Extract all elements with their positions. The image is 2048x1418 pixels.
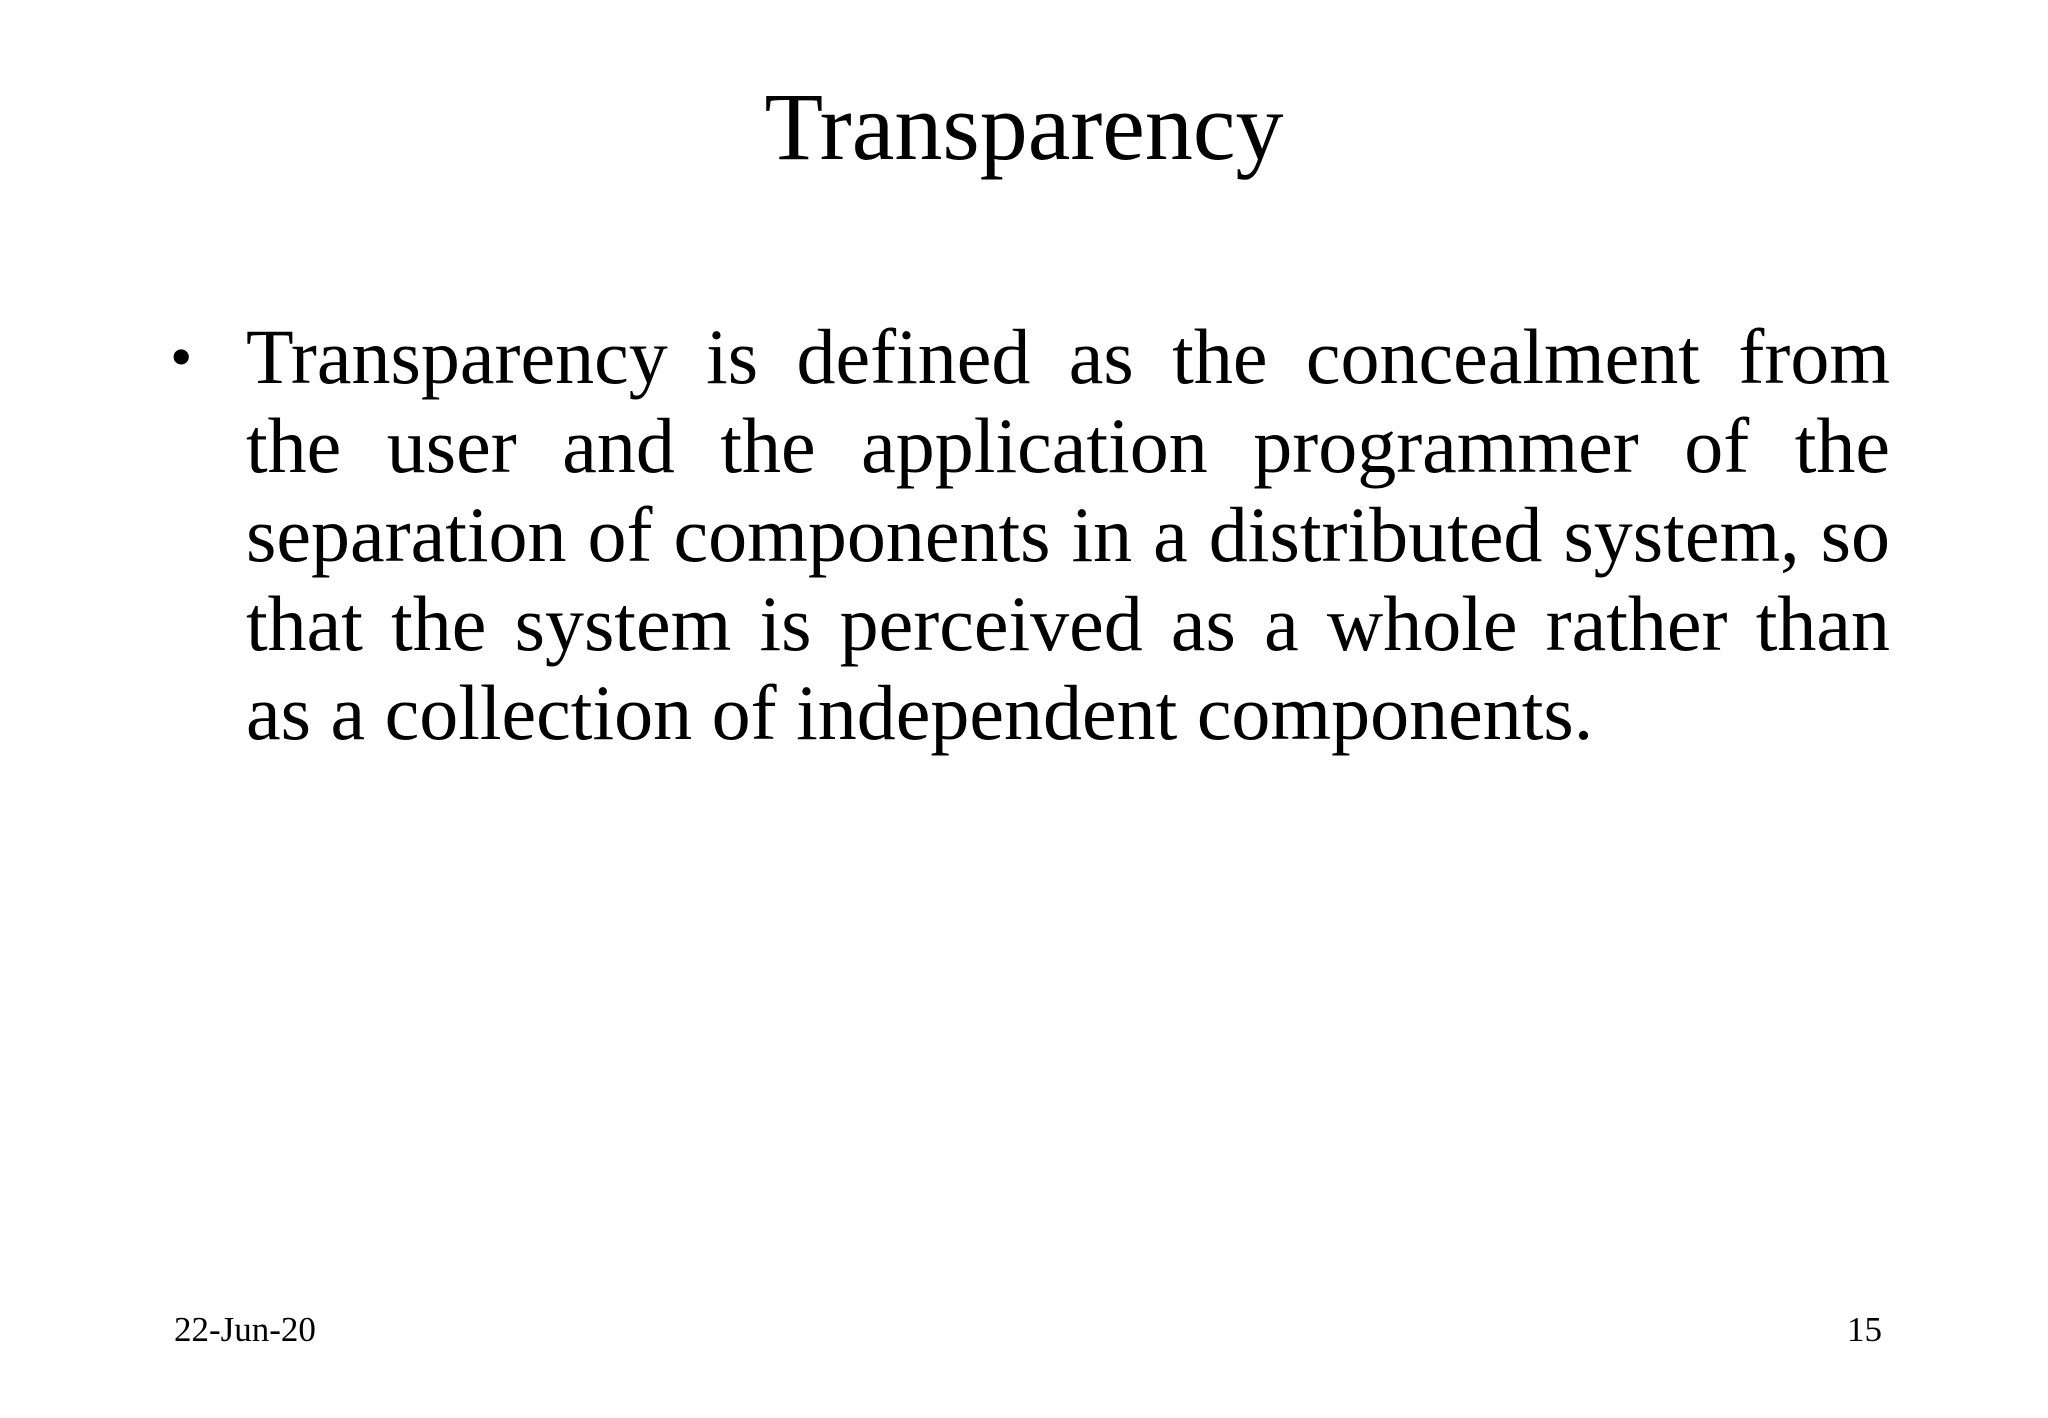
bullet-list xyxy=(170,312,1890,757)
bullet-text: Transparency is defined as the concealment from the user and the application programmer of the separation of components in a distributed system, so that the system is perceived as a whole rather than as a collection of independent components. xyxy=(246,313,1890,756)
page-number: 15 xyxy=(1847,1310,1882,1349)
footer-date: 22-Jun-20 xyxy=(174,1310,316,1349)
slide-title: Transparency xyxy=(764,73,1284,180)
bullet-item xyxy=(170,312,1890,757)
bullet-marker: • xyxy=(170,321,193,392)
